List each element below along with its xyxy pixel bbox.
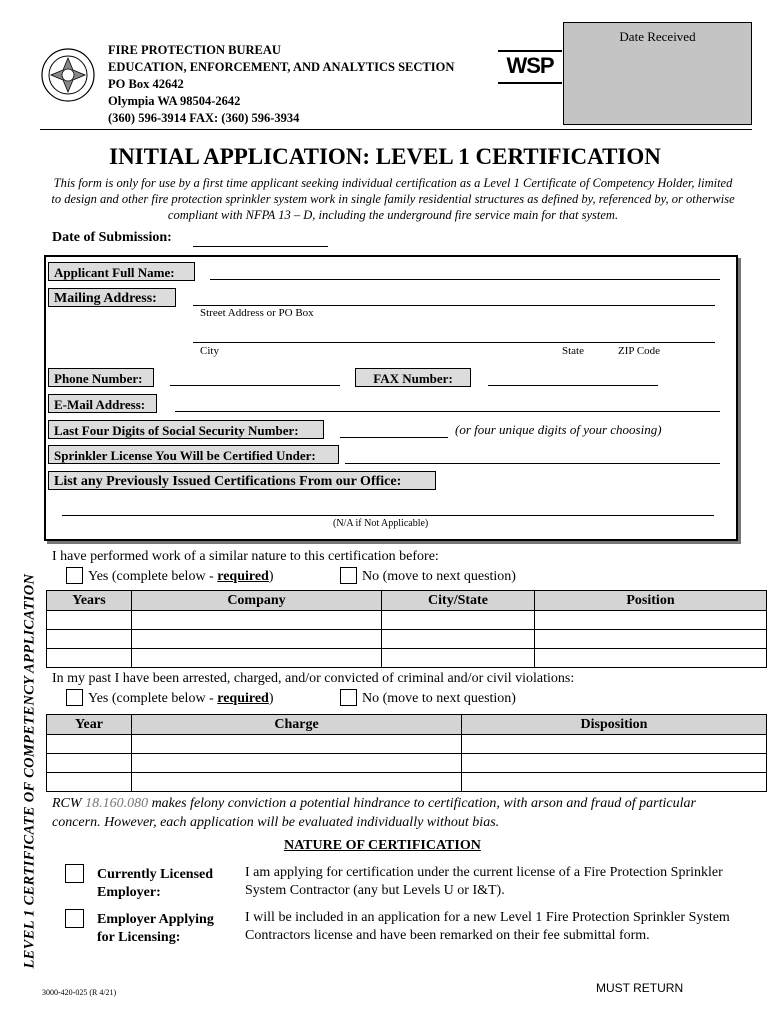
header-divider — [40, 129, 752, 130]
section-name: EDUCATION, ENFORCEMENT, AND ANALYTICS SECTION — [108, 60, 455, 74]
email-label: E-Mail Address: — [48, 394, 157, 413]
form-number: 3000-420-025 (R 4/21) — [42, 988, 117, 997]
required-text: required — [217, 691, 269, 706]
city-state: Olympia WA 98504-2642 — [108, 94, 241, 108]
criminal-yes-label: Yes (complete below - required) — [88, 691, 274, 706]
table-row — [47, 735, 767, 754]
must-return: MUST RETURN — [596, 981, 684, 995]
state-hint: State — [562, 345, 584, 357]
criminal-history-table — [46, 714, 767, 792]
col-year: Year — [47, 715, 132, 735]
nature-heading: NATURE OF CERTIFICATION — [284, 838, 481, 853]
ssn-label: Last Four Digits of Social Security Number: — [48, 420, 324, 439]
wsp-logo: WSP — [498, 50, 562, 84]
table-row — [47, 630, 767, 649]
work-yes-label: Yes (complete below - required) — [88, 569, 274, 584]
email-field[interactable] — [175, 411, 720, 412]
table-row — [47, 773, 767, 792]
intro-text: This form is only for use by a first time applicant seeking individual certification as a Level 1 Certificate of Competency Holder, limited to design and other fire protection sprinkler system work in single family residential structures as defined by, referenced by, or otherwise compliant with NFPA 13 – D, including the underground fire service main for that system. — [51, 176, 735, 222]
applying-employer-checkbox[interactable] — [65, 909, 84, 928]
work-yes-checkbox[interactable] — [66, 567, 83, 584]
license-field[interactable] — [345, 463, 720, 464]
phone-label: Phone Number: — [48, 368, 154, 387]
criminal-no-checkbox[interactable] — [340, 689, 357, 706]
licensed-employer-label: Currently Licensed Employer: — [97, 867, 214, 900]
city-hint: City — [200, 345, 219, 357]
fire-bureau-seal-icon — [38, 44, 98, 106]
phone-field[interactable] — [170, 385, 340, 386]
table-row — [47, 649, 767, 668]
col-company: Company — [132, 591, 382, 611]
col-charge: Charge — [132, 715, 462, 735]
rcw-code: 18.160.080 — [85, 796, 149, 811]
applying-employer-desc: I will be included in an application for a new Level 1 Fire Protection Sprinkler System Contractors license and have been remarked on their fee submittal form. — [245, 910, 730, 943]
rcw-note: RCW 18.160.080 makes felony conviction a potential hindrance to certification, with arson and fraud of particular concern. However, each application will be evaluated individually without bias. — [52, 796, 696, 830]
criminal-question: In my past I have been arrested, charged, and/or convicted of criminal and/or civil violations: — [52, 671, 575, 686]
ssn-note: (or four unique digits of your choosing) — [455, 422, 662, 437]
work-no-label: No (move to next question) — [362, 569, 516, 584]
phone-fax: (360) 596-3914 FAX: (360) 596-3934 — [108, 111, 300, 125]
table-row — [47, 611, 767, 630]
work-question: I have performed work of a similar nature to this certification before: — [52, 549, 439, 564]
applying-employer-label: Employer Applying for Licensing: — [97, 912, 214, 945]
date-submission-label: Date of Submission: — [52, 230, 172, 245]
full-name-field[interactable] — [210, 279, 720, 280]
col-years: Years — [47, 591, 132, 611]
fax-field[interactable] — [488, 385, 658, 386]
side-title: LEVEL 1 CERTIFICATE OF COMPETENCY APPLICATION — [21, 573, 38, 969]
prev-certs-field[interactable] — [62, 515, 714, 516]
page-title: INITIAL APPLICATION: LEVEL 1 CERTIFICATION — [109, 144, 661, 169]
fax-label: FAX Number: — [355, 368, 471, 387]
date-received-label: Date Received — [619, 29, 696, 44]
work-history-table — [46, 590, 767, 668]
col-disposition: Disposition — [462, 715, 767, 735]
na-note: (N/A if Not Applicable) — [333, 518, 429, 529]
street-hint: Street Address or PO Box — [200, 307, 314, 319]
licensed-employer-checkbox[interactable] — [65, 864, 84, 883]
criminal-no-label: No (move to next question) — [362, 691, 516, 706]
city-state-zip-field[interactable] — [193, 342, 715, 343]
col-city-state: City/State — [382, 591, 535, 611]
license-label: Sprinkler License You Will be Certified Under: — [48, 445, 339, 464]
criminal-yes-checkbox[interactable] — [66, 689, 83, 706]
licensed-employer-desc: I am applying for certification under the current license of a Fire Protection Sprinkler System Contractor (any but Levels U or I&T). — [245, 865, 723, 898]
street-address-field[interactable] — [193, 305, 715, 306]
work-no-checkbox[interactable] — [340, 567, 357, 584]
agency-name: FIRE PROTECTION BUREAU — [108, 43, 281, 57]
full-name-label: Applicant Full Name: — [48, 262, 195, 281]
mailing-address-label: Mailing Address: — [48, 288, 176, 307]
table-row — [47, 754, 767, 773]
col-position: Position — [535, 591, 767, 611]
required-text: required — [217, 569, 269, 584]
po-box: PO Box 42642 — [108, 77, 184, 91]
ssn-field[interactable] — [340, 437, 448, 438]
date-submission-field[interactable] — [193, 246, 328, 247]
zip-hint: ZIP Code — [618, 345, 661, 357]
prev-certs-label: List any Previously Issued Certifications From our Office: — [48, 471, 436, 490]
date-received-box[interactable] — [563, 22, 752, 125]
